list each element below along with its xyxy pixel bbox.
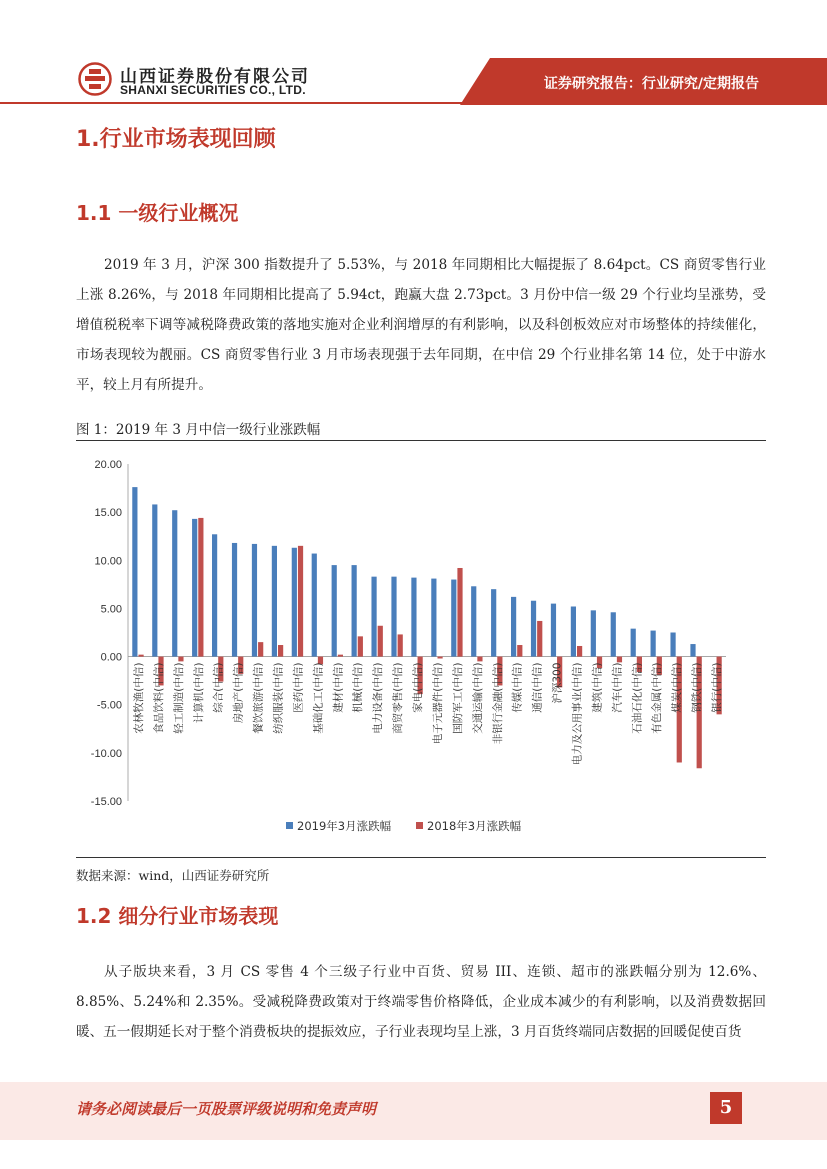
y-tick-label: 20.00 xyxy=(94,459,122,471)
category-label: 轻工制造(中信) xyxy=(172,662,185,734)
bar-2019 xyxy=(332,565,337,656)
y-tick-label: 15.00 xyxy=(94,507,122,520)
category-label: 通信(中信) xyxy=(531,662,544,713)
bar-2019 xyxy=(571,607,576,657)
category-label: 煤炭(中信) xyxy=(671,662,684,713)
bar-2018 xyxy=(378,626,383,657)
category-label: 石油石化(中信) xyxy=(631,662,644,734)
category-label: 农林牧渔(中信) xyxy=(132,662,145,734)
company-name-cn: 山西证券股份有限公司 xyxy=(120,67,310,87)
data-source: 数据来源：wind，山西证券研究所 xyxy=(76,868,270,883)
bar-2019 xyxy=(511,597,516,657)
bar-2019 xyxy=(491,589,496,656)
bar-2019 xyxy=(531,601,536,657)
legend-label: 2019年3月涨跌幅 xyxy=(297,819,392,833)
bar-2019 xyxy=(411,578,416,657)
category-label: 建筑(中信) xyxy=(591,662,604,713)
bar-2019 xyxy=(551,604,556,657)
legend-swatch xyxy=(286,822,293,829)
bar-2018 xyxy=(198,518,203,657)
figure-title: 图 1：2019 年 3 月中信一级行业涨跌幅 xyxy=(76,422,321,438)
bar-2019 xyxy=(651,631,656,657)
bar-2018 xyxy=(338,655,343,657)
category-label: 交通运输(中信) xyxy=(471,662,484,734)
category-label: 医药(中信) xyxy=(292,662,305,713)
figure-bottom-rule xyxy=(76,857,766,858)
bar-2018 xyxy=(517,645,522,657)
category-label: 沪深300 xyxy=(551,662,564,704)
company-name-en: SHANXI SECURITIES CO., LTD. xyxy=(120,83,306,97)
bar-2019 xyxy=(451,580,456,657)
bar-2018 xyxy=(457,568,462,657)
bar-2019 xyxy=(611,612,616,656)
category-label: 房地产(中信) xyxy=(232,662,245,724)
category-label: 国防军工(中信) xyxy=(451,662,464,734)
bar-2019 xyxy=(212,534,217,656)
category-label: 综合(中信) xyxy=(212,662,225,713)
y-tick-label: -5.00 xyxy=(96,699,122,712)
bar-2019 xyxy=(152,504,157,656)
bar-2019 xyxy=(631,629,636,657)
bar-2019 xyxy=(690,644,695,657)
y-tick-label: -15.00 xyxy=(90,796,122,808)
y-tick-label: 0.00 xyxy=(100,651,122,664)
report-type-label: 证券研究报告：行业研究/定期报告 xyxy=(543,76,759,92)
bar-2018 xyxy=(298,546,303,657)
bar-2019 xyxy=(132,487,137,656)
y-tick-label: -10.00 xyxy=(90,747,122,760)
bar-2018 xyxy=(437,657,442,659)
category-label: 电力及公用事业(中信) xyxy=(571,662,584,766)
page-header xyxy=(0,0,827,105)
bar-2018 xyxy=(138,655,143,657)
category-label: 电力设备(中信) xyxy=(372,662,385,734)
bar-2018 xyxy=(537,621,542,657)
bar-2019 xyxy=(471,586,476,656)
y-tick-label: 10.00 xyxy=(94,555,122,568)
category-label: 有色金属(中信) xyxy=(651,662,664,734)
bar-2019 xyxy=(172,510,177,656)
category-label: 传媒(中信) xyxy=(511,662,524,713)
category-label: 纺织服装(中信) xyxy=(272,662,285,734)
category-label: 银行(中信) xyxy=(711,662,724,713)
disclaimer-link[interactable]: 请务必阅读最后一页股票评级说明和免责声明 xyxy=(76,1100,377,1118)
legend-label: 2018年3月涨跌幅 xyxy=(427,819,522,833)
subsection-title-1-1: 1.1 一级行业概况 xyxy=(76,201,239,225)
bar-2019 xyxy=(591,610,596,656)
bar-2019 xyxy=(312,554,317,657)
subsection-title-1-2: 1.2 细分行业市场表现 xyxy=(76,904,279,928)
category-label: 电子元器件(中信) xyxy=(431,662,444,745)
section-title: 1.行业市场表现回顾 xyxy=(76,127,276,152)
bar-2019 xyxy=(252,544,257,657)
category-label: 建材(中信) xyxy=(332,662,345,713)
bar-2019 xyxy=(371,577,376,657)
bar-2019 xyxy=(352,565,357,656)
bar-2019 xyxy=(431,579,436,657)
bar-2018 xyxy=(358,636,363,656)
bar-2019 xyxy=(232,543,237,657)
category-label: 食品饮料(中信) xyxy=(152,662,165,734)
category-label: 家电(中信) xyxy=(412,662,425,713)
company-logo-icon xyxy=(78,62,112,96)
bar-2018 xyxy=(278,645,283,657)
bar-2018 xyxy=(577,646,582,657)
category-label: 基础化工(中信) xyxy=(312,662,325,734)
category-label: 钢铁(中信) xyxy=(691,662,704,713)
bar-2019 xyxy=(272,546,277,657)
bar-2018 xyxy=(617,657,622,663)
category-label: 商贸零售(中信) xyxy=(392,662,405,734)
category-label: 机械(中信) xyxy=(352,662,365,713)
page-number: 5 xyxy=(710,1092,742,1124)
y-tick-label: 5.00 xyxy=(100,603,122,616)
industry-returns-chart xyxy=(76,440,766,855)
legend-swatch xyxy=(416,822,423,829)
bar-2019 xyxy=(391,577,396,657)
bar-2018 xyxy=(178,657,183,662)
body-paragraph-1: 2019 年 3 月，沪深 300 指数提升了 5.53%，与 2018 年同期相比大幅提振了 8.64pct。CS 商贸零售行业上涨 8.26%，与 2018 年同期相比提高了 5.94ct，跑赢大盘 2.73pct。3 月份中信一级 29 个行业均呈涨势，受增值税税率下调等减税降费政策的落地实施对企业利润增厚的有利影响，以及科创板效应对市场整体的持续催化，市场表现较为靓丽。CS 商贸零售行业 3 月市场表现强于去年同期，在中信 29 个行业排名第 14 位，处于中游水平，较上月有所提升。 xyxy=(76,257,766,393)
bar-2019 xyxy=(192,519,197,657)
category-label: 计算机(中信) xyxy=(192,662,205,724)
category-label: 非银行金融(中信) xyxy=(491,662,504,745)
bar-2018 xyxy=(477,657,482,662)
bar-2018 xyxy=(398,634,403,656)
category-label: 汽车(中信) xyxy=(611,662,624,713)
category-label: 餐饮旅游(中信) xyxy=(252,662,265,734)
bar-2019 xyxy=(670,633,675,657)
bar-2019 xyxy=(292,548,297,657)
bar-2018 xyxy=(258,642,263,656)
body-paragraph-2: 从子版块来看，3 月 CS 零售 4 个三级子行业中百货、贸易 III、连锁、超市的涨跌幅分别为 12.6%、8.85%、5.24%和 2.35%。受减税降费政策对于终端零售价格降低，企业成本减少的有利影响，以及消费数据回暖、五一假期延长对于整个消费板块的提振效应，子行业表现均呈上涨，3 月百货终端同店数据的回暖促使百货 xyxy=(76,964,766,1040)
